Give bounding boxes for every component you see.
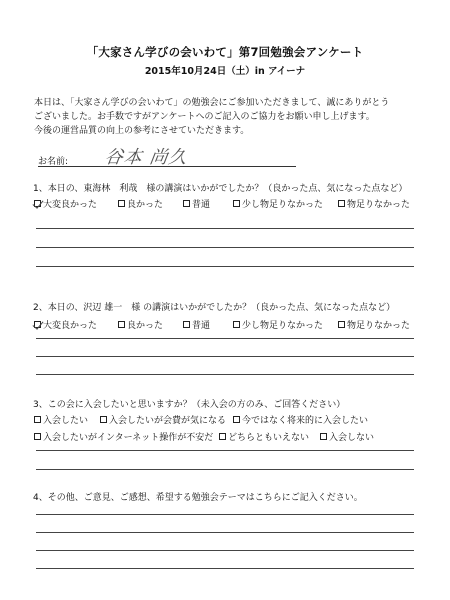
q4-answer-line[interactable] (36, 532, 414, 533)
form-title: 「大家さん学びの会いわて」第7回勉強会アンケート (86, 45, 364, 59)
name-label: お名前: (38, 157, 69, 167)
checkbox-icon[interactable] (338, 321, 345, 328)
checkbox-icon[interactable] (118, 321, 125, 328)
q2-option-label: 良かった (127, 321, 164, 331)
intro-line-3: 今後の運営品質の向上の参考にさせていただきます。 (34, 126, 250, 136)
q3-option-label: どちらともいえない (228, 433, 310, 443)
q3-option-label: 入会したい (43, 416, 89, 426)
q1-option-lacking[interactable] (338, 197, 410, 210)
intro-line-1: 本日は、「大家さん学びの会いわて」の勉強会にご参加いただきまして、誠にありがとう (34, 98, 390, 108)
q2-answer-line[interactable] (36, 374, 414, 375)
q1-answer-line[interactable] (36, 266, 414, 267)
q1-option-label: 普通 (192, 200, 211, 210)
checkbox-icon[interactable] (219, 433, 226, 440)
q2-option-label: 普通 (192, 321, 211, 331)
name-underline (38, 166, 296, 167)
question-3: 3、この会に入会したいと思いますか？（未入会の方のみ、ご回答ください） (33, 400, 346, 410)
q1-answer-line[interactable] (36, 228, 414, 229)
q3-option-label: 入会しない (329, 433, 375, 443)
q1-option-label: 大変良かった (43, 200, 98, 210)
checkbox-icon[interactable] (233, 200, 240, 207)
question-2: 2、本日の、沢辺 雄一 様 の講演はいかがでしたか？（良かった点、気になった点など） (33, 303, 396, 313)
q1-option-good[interactable] (118, 197, 163, 210)
q3-option-join-fee-concern[interactable] (100, 413, 226, 426)
q1-option-label: 物足りなかった (347, 200, 411, 210)
checkbox-icon[interactable] (34, 433, 41, 440)
question-1: 1、本日の、東海林 利哉 様の講演はいかがでしたか？（良かった点、気になった点など） (33, 184, 408, 194)
q2-answer-line[interactable] (36, 338, 414, 339)
checkbox-icon[interactable] (320, 433, 327, 440)
q3-option-label: 今ではなく将来的に入会したい (242, 416, 369, 426)
q2-option-label: 大変良かった (43, 321, 98, 331)
checkbox-icon[interactable] (233, 321, 240, 328)
q2-answer-line[interactable] (36, 356, 414, 357)
q3-option-label: 入会したいが会費が気になる (109, 416, 227, 426)
q1-answer-line[interactable] (36, 247, 414, 248)
q2-option-label: 少し物足りなかった (242, 321, 324, 331)
form-date-venue: 2015年10月24日（土）in アイーナ (144, 66, 306, 77)
q3-option-join[interactable] (34, 413, 88, 426)
checkbox-icon[interactable] (34, 416, 41, 423)
q2-checkbox-checked-icon[interactable] (34, 321, 41, 328)
checkbox-icon[interactable] (233, 416, 240, 423)
checkbox-icon[interactable] (118, 200, 125, 207)
q3-option-join-internet-concern[interactable] (34, 430, 213, 443)
q2-option-average[interactable] (183, 318, 210, 331)
q3-option-join-future[interactable] (233, 413, 368, 426)
q3-option-undecided[interactable] (219, 430, 309, 443)
q1-option-label: 少し物足りなかった (242, 200, 324, 210)
checkbox-icon[interactable] (183, 321, 190, 328)
q3-answer-line[interactable] (36, 450, 414, 451)
q4-answer-line[interactable] (36, 550, 414, 551)
q1-option-slightly-lacking[interactable] (233, 197, 323, 210)
checkbox-icon[interactable] (100, 416, 107, 423)
handwritten-name[interactable]: 谷本 尚久 (103, 147, 189, 168)
q4-answer-line[interactable] (36, 514, 414, 515)
q2-option-excellent[interactable] (34, 318, 97, 331)
checkbox-icon[interactable] (183, 200, 190, 207)
intro-line-2: ございました。お手数ですがアンケートへのご記入のご協力をお願い申し上げます。 (34, 112, 375, 122)
q1-checkbox-checked-icon[interactable] (34, 200, 41, 207)
q2-option-good[interactable] (118, 318, 163, 331)
q2-option-slightly-lacking[interactable] (233, 318, 323, 331)
q3-option-no-join[interactable] (320, 430, 374, 443)
q3-option-label: 入会したいがインターネット操作が不安だ (43, 433, 214, 443)
q2-option-label: 物足りなかった (347, 321, 411, 331)
q2-option-lacking[interactable] (338, 318, 410, 331)
q4-answer-line[interactable] (36, 568, 414, 569)
question-4: 4、その他、ご意見、ご感想、希望する勉強会テーマはこちらにご記入ください。 (33, 493, 363, 503)
q3-answer-line[interactable] (36, 469, 414, 470)
q1-option-excellent[interactable] (34, 197, 97, 210)
q1-option-average[interactable] (183, 197, 210, 210)
q1-option-label: 良かった (127, 200, 164, 210)
checkbox-icon[interactable] (338, 200, 345, 207)
